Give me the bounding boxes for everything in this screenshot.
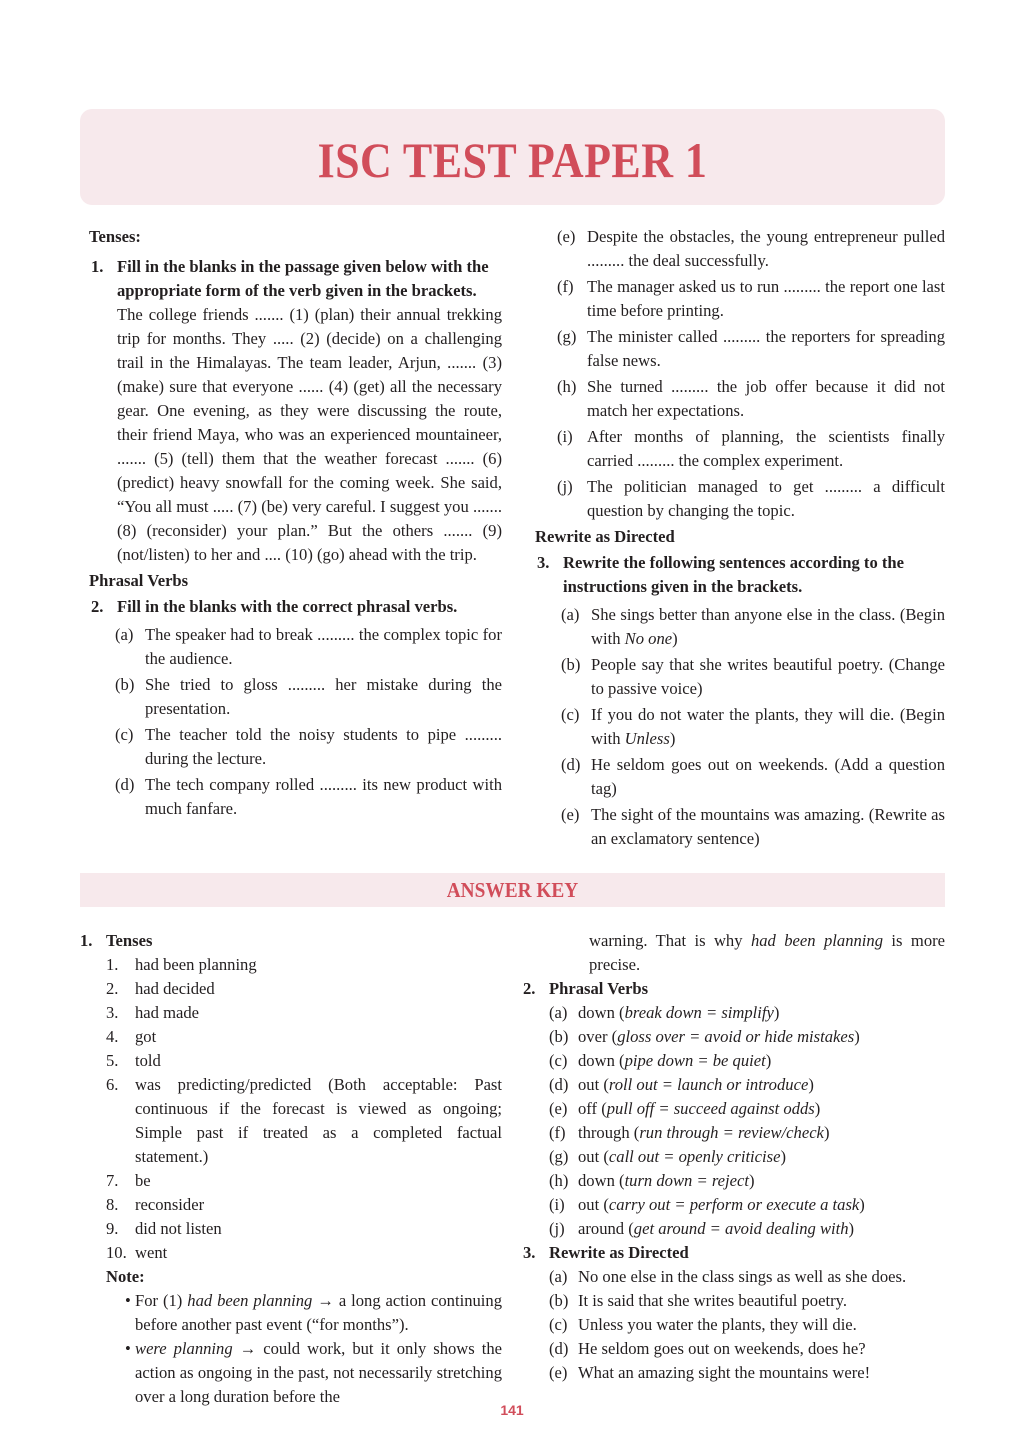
- list-item: 9. did not listen: [106, 1219, 222, 1238]
- note-continuation: warning. That is why had been planning is more precise.: [589, 931, 946, 974]
- question-number: 1.: [91, 257, 104, 276]
- section-heading-phrasal: Phrasal Verbs: [89, 571, 189, 590]
- title-banner: [80, 109, 945, 205]
- note-list: [125, 1289, 502, 1409]
- list-item: (i) out (carry out = perform or execute a task): [549, 1195, 865, 1214]
- section-heading-rewrite: Rewrite as Directed: [535, 527, 675, 546]
- questions-left-column: [89, 225, 502, 823]
- question-instruction: Fill in the blanks in the passage given below with the appropriate form of the verb given in the brackets.: [117, 257, 489, 300]
- list-item: 3. had made: [106, 1003, 200, 1022]
- list-item: (d) out (roll out = launch or introduce): [549, 1075, 814, 1094]
- list-item: 7. be: [106, 1171, 151, 1190]
- questions-right-column: [535, 225, 945, 853]
- list-item: (a) She sings better than anyone else in the class. (Begin with No one): [561, 605, 945, 648]
- bullet-icon: •: [125, 1291, 131, 1310]
- page-number: 141: [500, 1402, 524, 1418]
- tenses-answers: [106, 953, 502, 1265]
- list-item: (j) The politician managed to get ......... a difficult question by changing the topic.: [557, 477, 945, 520]
- question-1: [89, 255, 502, 567]
- question-number: 3.: [537, 553, 550, 572]
- list-item: (g) The minister called ......... the reporters for spreading false news.: [557, 327, 945, 370]
- answers-right-column: [523, 929, 945, 1385]
- list-item: (f) through (run through = review/check): [549, 1123, 830, 1142]
- answer-heading-phrasal: 2. Phrasal Verbs: [523, 979, 649, 998]
- answer-key-title: ANSWER KEY: [446, 877, 579, 902]
- phrasal-items-left: [115, 623, 502, 821]
- list-item: (a) No one else in the class sings as well as she does.: [549, 1267, 907, 1286]
- list-item: 4. got: [106, 1027, 157, 1046]
- list-item: 8. reconsider: [106, 1195, 205, 1214]
- list-item: (e) Despite the obstacles, the young entrepreneur pulled ......... the deal successfully.: [557, 227, 945, 270]
- list-item: 1. had been planning: [106, 955, 257, 974]
- list-item: (c) The teacher told the noisy students to pipe ......... during the lecture.: [115, 725, 502, 768]
- phrasal-items-right: [557, 225, 945, 523]
- list-item: (h) She turned ......... the job offer because it did not match her expectations.: [557, 377, 945, 420]
- list-item: (d) The tech company rolled ......... its new product with much fanfare.: [115, 775, 502, 818]
- list-item: (c) Unless you water the plants, they will die.: [549, 1315, 857, 1334]
- list-item: 10. went: [106, 1243, 168, 1262]
- phrasal-answers: [549, 1001, 945, 1241]
- list-item: (e) off (pull off = succeed against odds): [549, 1099, 821, 1118]
- list-item: (b) She tried to gloss ......... her mistake during the presentation.: [115, 675, 502, 718]
- list-item: (g) out (call out = openly criticise): [549, 1147, 786, 1166]
- list-item: (j) around (get around = avoid dealing with): [549, 1219, 855, 1238]
- passage-text: The college friends ....... (1) (plan) their annual trekking trip for months. They ..... (2) (decide) on a challenging trail in the Himalayas. The team leader, Arjun, ....... (3) (make) sure that everyone ...... (4) (get) all the necessary gear. One evening, as they were discussing the route, their friend Maya, who was an experienced mountaineer, ....... (5) (tell) them that the weather forecast ....... (6) (predict) heavy snowfall for the coming week. She said, “You all must ..... (7) (be) very careful. I suggest you ....... (8) (reconsider) your plan.” But the others ....... (9) (not/listen) to her and .... (10) (go) ahead with the trip.: [117, 305, 502, 564]
- question-instruction: Fill in the blanks with the correct phrasal verbs.: [117, 597, 458, 616]
- question-number: 2.: [91, 597, 104, 616]
- list-item: (b) It is said that she writes beautiful poetry.: [549, 1291, 847, 1310]
- list-item: (b) over (gloss over = avoid or hide mistakes): [549, 1027, 860, 1046]
- rewrite-items: [561, 603, 945, 851]
- bullet-icon: •: [125, 1339, 131, 1358]
- note-label: Note:: [106, 1267, 145, 1286]
- list-item: (c) down (pipe down = be quiet): [549, 1051, 772, 1070]
- list-item: 5. told: [106, 1051, 161, 1070]
- list-item: (i) After months of planning, the scientists finally carried ......... the complex experiment.: [557, 427, 945, 470]
- list-item: (a) down (break down = simplify): [549, 1003, 780, 1022]
- section-heading-tenses: Tenses:: [89, 227, 141, 246]
- list-item: (a) The speaker had to break ......... the complex topic for the audience.: [115, 625, 502, 668]
- note-item: • were planning → could work, but it only shows the action as ongoing in the past, not necessarily stretching over a long duration before the: [125, 1337, 502, 1409]
- answer-key-banner: [80, 873, 945, 907]
- note-item: • For (1) had been planning → a long action continuing before another past event (“for months”).: [125, 1289, 502, 1337]
- list-item: (d) He seldom goes out on weekends, does he?: [549, 1339, 866, 1358]
- answer-heading-rewrite: 3. Rewrite as Directed: [523, 1243, 689, 1262]
- question-instruction: Rewrite the following sentences according to the instructions given in the brackets.: [563, 553, 905, 596]
- list-item: (c) If you do not water the plants, they will die. (Begin with Unless): [561, 705, 945, 748]
- list-item: (e) What an amazing sight the mountains were!: [549, 1363, 871, 1382]
- answer-heading-tenses: 1. Tenses: [80, 931, 153, 950]
- question-3: [535, 551, 945, 599]
- rewrite-answers: [549, 1265, 945, 1385]
- answers-left-column: [80, 929, 502, 1409]
- list-item: (d) He seldom goes out on weekends. (Add a question tag): [561, 755, 945, 798]
- question-2: [89, 595, 502, 619]
- list-item: 2. had decided: [106, 979, 215, 998]
- page-title: ISC TEST PAPER 1: [317, 132, 708, 188]
- list-item: (e) The sight of the mountains was amazing. (Rewrite as an exclamatory sentence): [561, 805, 945, 848]
- list-item: (f) The manager asked us to run ......... the report one last time before printing.: [557, 277, 945, 320]
- list-item: 6. was predicting/predicted (Both acceptable: Past continuous if the forecast is viewed as ongoing; Simple past if treated as a completed factual statement.): [106, 1075, 502, 1166]
- list-item: (h) down (turn down = reject): [549, 1171, 755, 1190]
- list-item: (b) People say that she writes beautiful poetry. (Change to passive voice): [561, 655, 945, 698]
